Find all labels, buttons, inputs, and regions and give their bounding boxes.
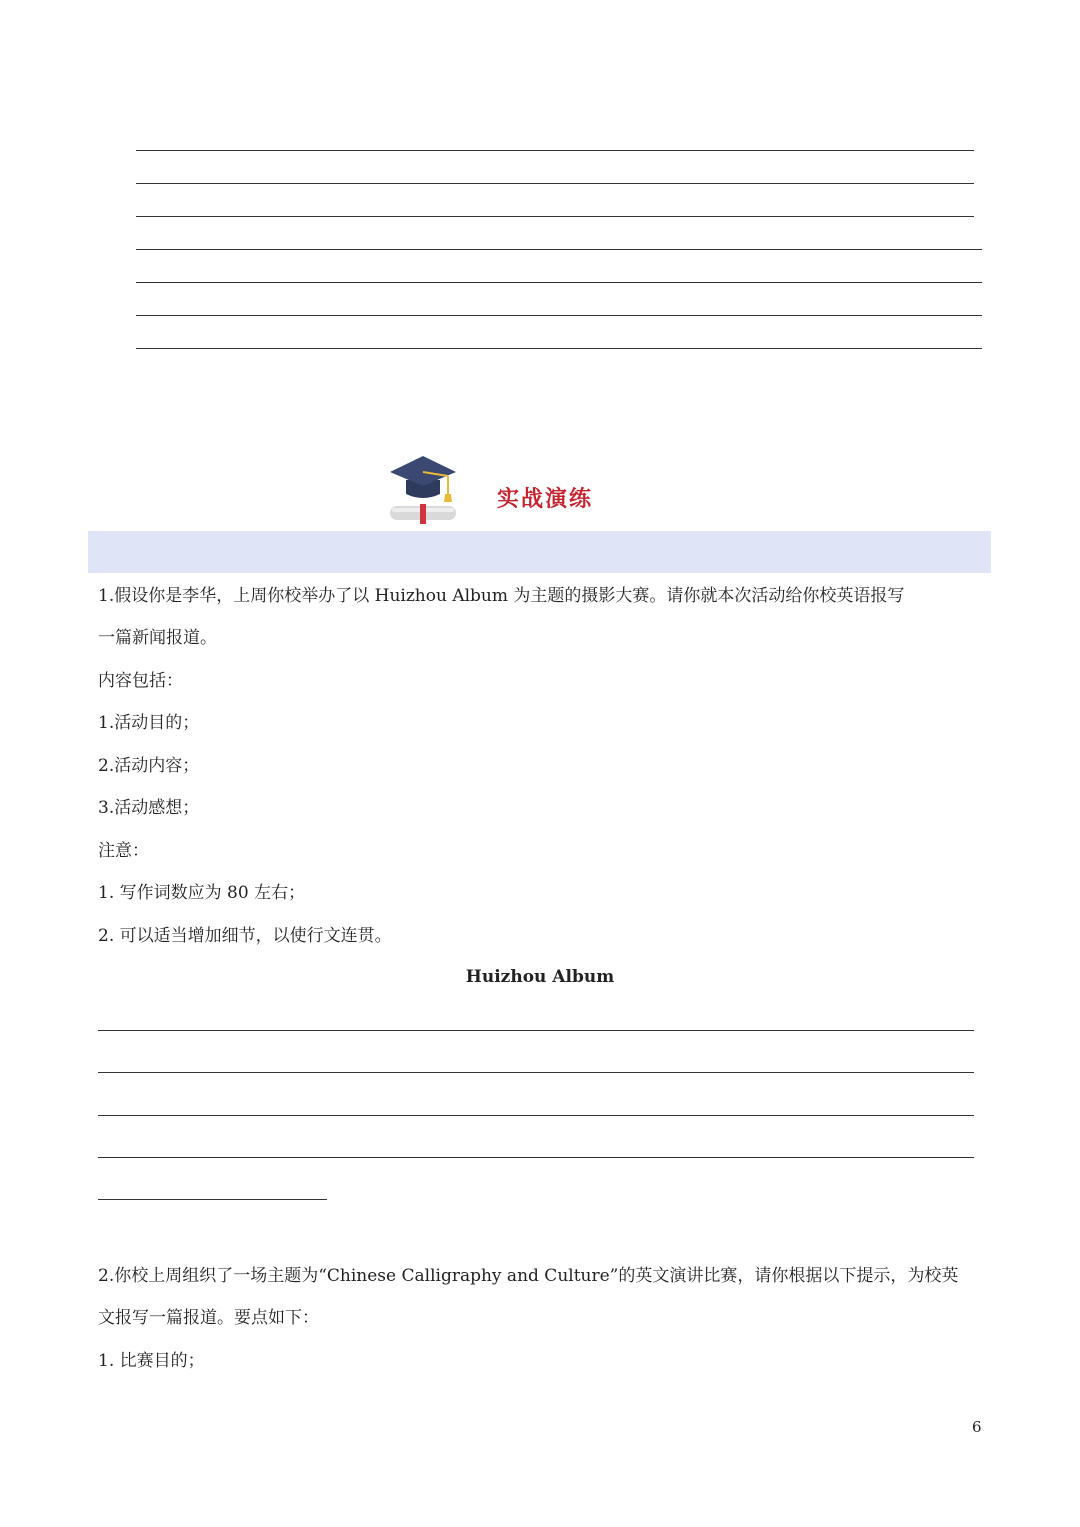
section-title: 实战演练 [497, 487, 594, 512]
answer-line [98, 1072, 974, 1073]
q1-line-1: 1.假设你是李华，上周你校举办了以 Huizhou Album 为主题的摄影大赛。请你就本次活动给你校英语报写 [98, 586, 905, 606]
answer-line [136, 282, 982, 283]
answer-line [136, 315, 982, 316]
answer-line [98, 1030, 974, 1031]
graduation-cap-icon [386, 452, 460, 526]
answer-line [98, 1199, 327, 1200]
q1-line-2: 一篇新闻报道。 [98, 628, 217, 648]
q1-note: 1. 写作词数应为 80 左右； [98, 883, 306, 903]
q2-item: 1. 比赛目的； [98, 1351, 205, 1371]
q1-item: 2.活动内容； [98, 756, 200, 776]
q1-note-label: 注意： [98, 841, 149, 861]
answer-line [136, 150, 974, 151]
answer-line [136, 216, 974, 217]
q1-item: 1.活动目的； [98, 713, 200, 733]
answer-title: Huizhou Album [465, 967, 615, 987]
answer-line [98, 1157, 974, 1158]
answer-line [136, 348, 982, 349]
answer-line [136, 183, 974, 184]
q1-note: 2. 可以适当增加细节，以使行文连贯。 [98, 926, 392, 946]
answer-line [136, 249, 982, 250]
answer-line [98, 1115, 974, 1116]
section-banner [88, 531, 991, 573]
q2-line-1: 2.你校上周组织了一场主题为“Chinese Calligraphy and Culture”的英文演讲比赛，请你根据以下提示，为校英 [98, 1266, 959, 1286]
q1-item: 3.活动感想； [98, 798, 200, 818]
page-number: 6 [972, 1418, 982, 1436]
q1-content-label: 内容包括： [98, 671, 183, 691]
q2-line-2: 文报写一篇报道。要点如下： [98, 1308, 319, 1328]
